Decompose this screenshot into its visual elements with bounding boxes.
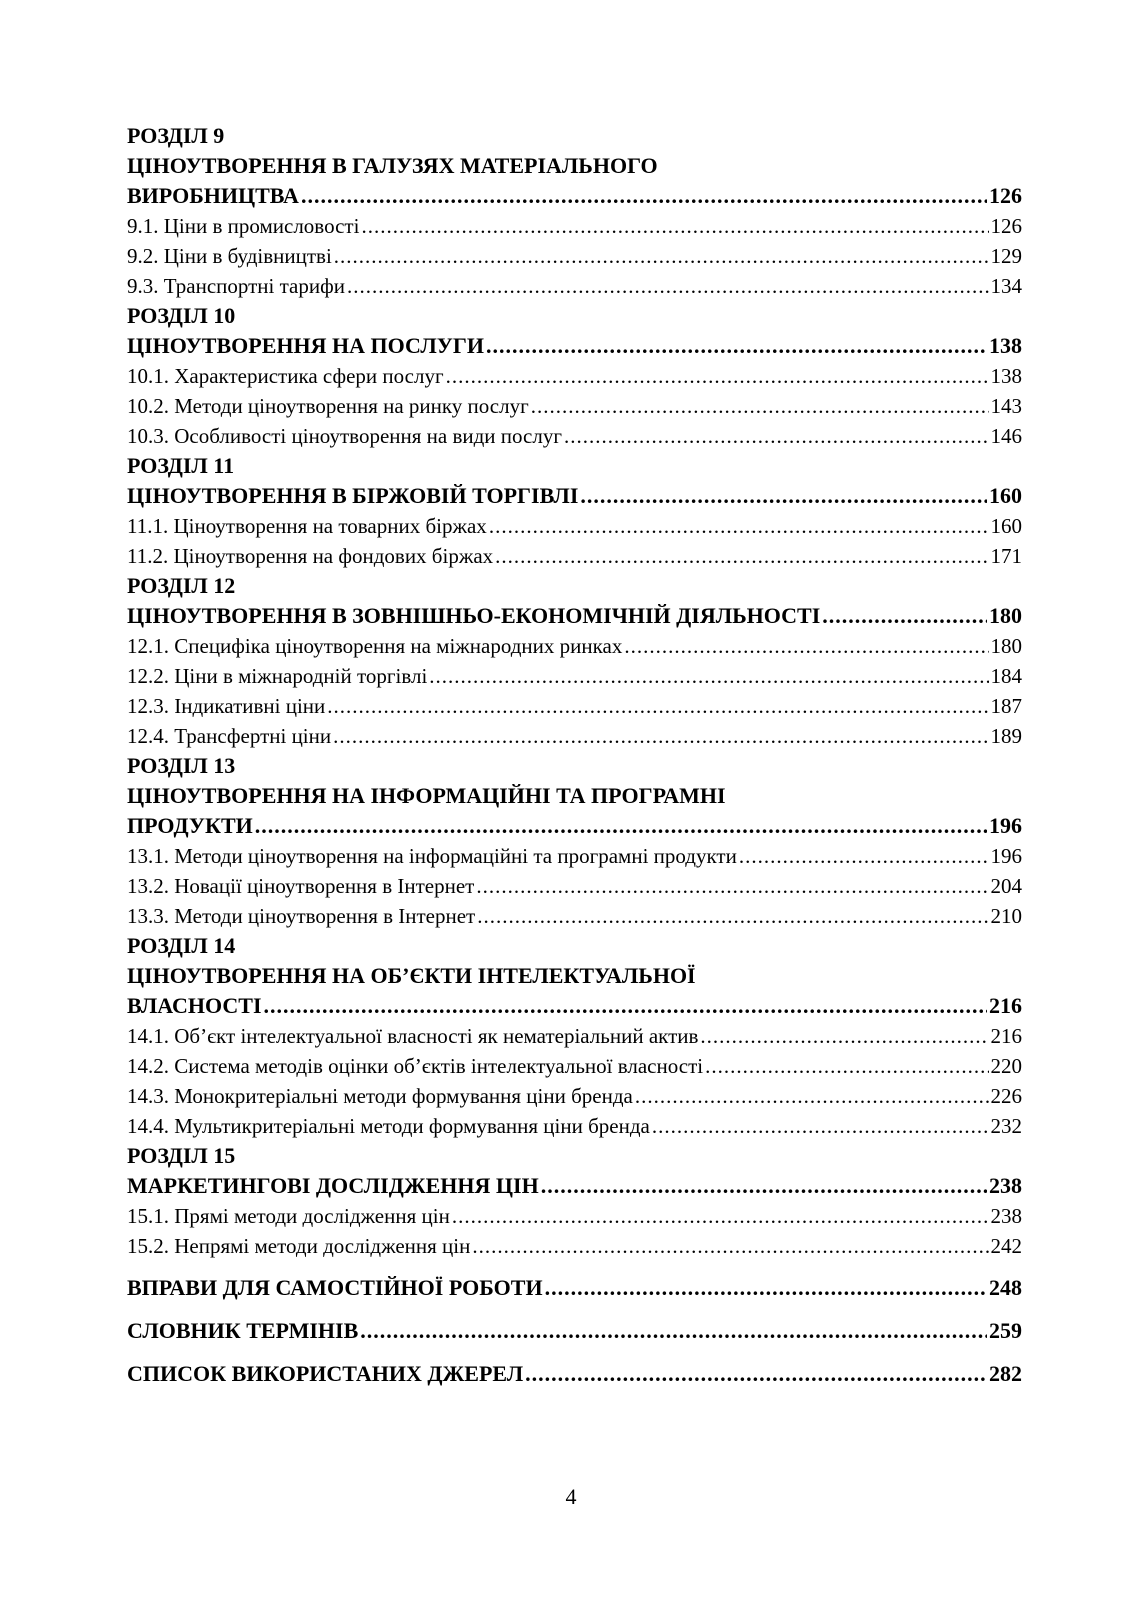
toc-item: [127, 511, 1022, 541]
toc-item: [127, 871, 1022, 901]
dot-leader: [452, 1201, 989, 1231]
toc-item-text: 13.1. Методи ціноутворення на інформаційні та програмні продукти: [127, 844, 737, 868]
dot-leader: [580, 481, 987, 511]
toc-item-page: 187: [990, 694, 1022, 718]
toc-item-page: 204: [990, 874, 1022, 898]
toc-item: [127, 421, 1022, 451]
toc-item-page: 242: [990, 1234, 1022, 1258]
dot-leader: [301, 181, 987, 211]
toc-item-page: 184: [990, 664, 1022, 688]
table-of-contents: [127, 121, 1022, 1390]
toc-extra-page: 282: [989, 1361, 1022, 1386]
section-title: [127, 991, 1022, 1021]
toc-item: [127, 1021, 1022, 1051]
toc-item-page: 171: [990, 544, 1022, 568]
toc-item-page: 189: [990, 724, 1022, 748]
dot-leader: [446, 361, 989, 391]
section-label: РОЗДІЛ 12: [127, 573, 236, 598]
toc-item-text: 14.3. Монокритеріальні методи формування ціни бренда: [127, 1084, 633, 1108]
toc-item-text: 14.1. Об’єкт інтелектуальної власності як нематеріальний актив: [127, 1024, 699, 1048]
section-title-line: ЦІНОУТВОРЕННЯ НА ІНФОРМАЦІЙНІ ТА ПРОГРАМНІ: [127, 783, 726, 808]
toc-item-page: 220: [990, 1054, 1022, 1078]
dot-leader: [541, 1171, 987, 1201]
toc-item-text: 14.4. Мультикритеріальні методи формування ціни бренда: [127, 1114, 650, 1138]
toc-item-text: 9.2. Ціни в будівництві: [127, 244, 332, 268]
section-title-page: 160: [989, 483, 1022, 508]
section-title: [127, 481, 1022, 511]
dot-leader: [652, 1111, 989, 1141]
section-title-text: ЦІНОУТВОРЕННЯ НА ПОСЛУГИ: [127, 333, 484, 358]
section-label: РОЗДІЛ 10: [127, 303, 236, 328]
dot-leader: [327, 691, 988, 721]
toc-extra-page: 248: [989, 1275, 1022, 1300]
dot-leader: [361, 211, 988, 241]
dot-leader: [472, 1231, 988, 1261]
section-title: [127, 601, 1022, 631]
toc-item-text: 12.4. Трансфертні ціни: [127, 724, 332, 748]
section-title-line: ЦІНОУТВОРЕННЯ НА ОБ’ЄКТИ ІНТЕЛЕКТУАЛЬНОЇ: [127, 963, 696, 988]
dot-leader: [822, 601, 987, 631]
toc-item: [127, 721, 1022, 751]
section-title-text: ЦІНОУТВОРЕННЯ В БІРЖОВІЙ ТОРГІВЛІ: [127, 483, 579, 508]
toc-item: [127, 901, 1022, 931]
dot-leader: [564, 421, 989, 451]
dot-leader: [531, 391, 989, 421]
toc-item-text: 15.1. Прямі методи дослідження цін: [127, 1204, 450, 1228]
section-title-text: ВИРОБНИЦТВА: [127, 183, 299, 208]
toc-item: [127, 661, 1022, 691]
dot-leader: [264, 991, 987, 1021]
section-label: РОЗДІЛ 11: [127, 453, 235, 478]
toc-item: [127, 841, 1022, 871]
section-title-line: ЦІНОУТВОРЕННЯ В ГАЛУЗЯХ МАТЕРІАЛЬНОГО: [127, 153, 658, 178]
toc-item-page: 196: [990, 844, 1022, 868]
section-title-page: 238: [989, 1173, 1022, 1198]
dot-leader: [525, 1357, 987, 1390]
toc-item-page: 129: [990, 244, 1022, 268]
dot-leader: [255, 811, 987, 841]
toc-item: [127, 541, 1022, 571]
toc-item: [127, 1081, 1022, 1111]
dot-leader: [700, 1021, 988, 1051]
toc-item-page: 238: [990, 1204, 1022, 1228]
section-title-text: ПРОДУКТИ: [127, 813, 253, 838]
toc-item: [127, 361, 1022, 391]
toc-item-page: 216: [990, 1024, 1022, 1048]
toc-item: [127, 1051, 1022, 1081]
toc-extra: [127, 1357, 1022, 1390]
toc-item-page: 126: [990, 214, 1022, 238]
toc-item-page: 226: [990, 1084, 1022, 1108]
toc-item: [127, 1111, 1022, 1141]
section-title-text: ВЛАСНОСТІ: [127, 993, 262, 1018]
toc-item: [127, 241, 1022, 271]
toc-item-text: 12.2. Ціни в міжнародній торгівлі: [127, 664, 428, 688]
toc-item-text: 9.3. Транспортні тарифи: [127, 274, 345, 298]
dot-leader: [333, 721, 988, 751]
toc-item-text: 11.1. Ціноутворення на товарних біржах: [127, 514, 487, 538]
toc-extra-text: СПИСОК ВИКОРИСТАНИХ ДЖЕРЕЛ: [127, 1361, 524, 1386]
dot-leader: [705, 1051, 988, 1081]
section-title: [127, 811, 1022, 841]
toc-extra-text: ВПРАВИ ДЛЯ САМОСТІЙНОЇ РОБОТИ: [127, 1275, 543, 1300]
section-label: РОЗДІЛ 13: [127, 753, 236, 778]
toc-extra: [127, 1271, 1022, 1304]
toc-item-page: 160: [990, 514, 1022, 538]
toc-item-text: 13.2. Новації ціноутворення в Інтернет: [127, 874, 475, 898]
toc-item-text: 15.2. Непрямі методи дослідження цін: [127, 1234, 471, 1258]
toc-item-page: 138: [990, 364, 1022, 388]
section-title-text: МАРКЕТИНГОВІ ДОСЛІДЖЕННЯ ЦІН: [127, 1173, 539, 1198]
dot-leader: [545, 1271, 987, 1304]
toc-item-text: 10.2. Методи ціноутворення на ринку послуг: [127, 394, 529, 418]
toc-item: [127, 211, 1022, 241]
section-title-page: 138: [989, 333, 1022, 358]
toc-item-text: 12.3. Індикативні ціни: [127, 694, 326, 718]
toc-item-page: 232: [990, 1114, 1022, 1138]
section-label: РОЗДІЛ 14: [127, 933, 236, 958]
toc-extra-page: 259: [989, 1318, 1022, 1343]
toc-item-page: 143: [990, 394, 1022, 418]
toc-extra: [127, 1314, 1022, 1347]
section-title-page: 216: [989, 993, 1022, 1018]
section-title-text: ЦІНОУТВОРЕННЯ В ЗОВНІШНЬО-ЕКОНОМІЧНІЙ ДІЯЛЬНОСТІ: [127, 603, 821, 628]
dot-leader: [476, 871, 988, 901]
toc-item: [127, 391, 1022, 421]
toc-item-text: 13.3. Методи ціноутворення в Інтернет: [127, 904, 476, 928]
toc-item: [127, 691, 1022, 721]
page-number: 4: [565, 1484, 577, 1509]
section-title-page: 180: [989, 603, 1022, 628]
toc-item-text: 11.2. Ціноутворення на фондових біржах: [127, 544, 494, 568]
toc-item: [127, 271, 1022, 301]
dot-leader: [429, 661, 988, 691]
toc-item-page: 134: [990, 274, 1022, 298]
section-title-page: 126: [989, 183, 1022, 208]
toc-item-text: 9.1. Ціни в промисловості: [127, 214, 360, 238]
section-title-page: 196: [989, 813, 1022, 838]
toc-item: [127, 1231, 1022, 1261]
dot-leader: [635, 1081, 989, 1111]
section-title: [127, 181, 1022, 211]
toc-item-text: 14.2. Система методів оцінки об’єктів інтелектуальної власності: [127, 1054, 704, 1078]
dot-leader: [360, 1314, 987, 1347]
dot-leader: [489, 511, 989, 541]
toc-item-text: 12.1. Специфіка ціноутворення на міжнародних ринках: [127, 634, 623, 658]
dot-leader: [624, 631, 988, 661]
dot-leader: [739, 841, 989, 871]
dot-leader: [477, 901, 988, 931]
section-title: [127, 331, 1022, 361]
section-label: РОЗДІЛ 9: [127, 123, 225, 148]
toc-item-page: 180: [990, 634, 1022, 658]
toc-item: [127, 631, 1022, 661]
section-label: РОЗДІЛ 15: [127, 1143, 236, 1168]
toc-item-text: 10.3. Особливості ціноутворення на види послуг: [127, 424, 562, 448]
dot-leader: [486, 331, 987, 361]
toc-item-page: 146: [990, 424, 1022, 448]
toc-item-page: 210: [990, 904, 1022, 928]
dot-leader: [334, 241, 989, 271]
toc-item: [127, 1201, 1022, 1231]
dot-leader: [495, 541, 988, 571]
toc-item-text: 10.1. Характеристика сфери послуг: [127, 364, 444, 388]
section-title: [127, 1171, 1022, 1201]
dot-leader: [347, 271, 989, 301]
toc-extra-text: СЛОВНИК ТЕРМІНІВ: [127, 1318, 359, 1343]
